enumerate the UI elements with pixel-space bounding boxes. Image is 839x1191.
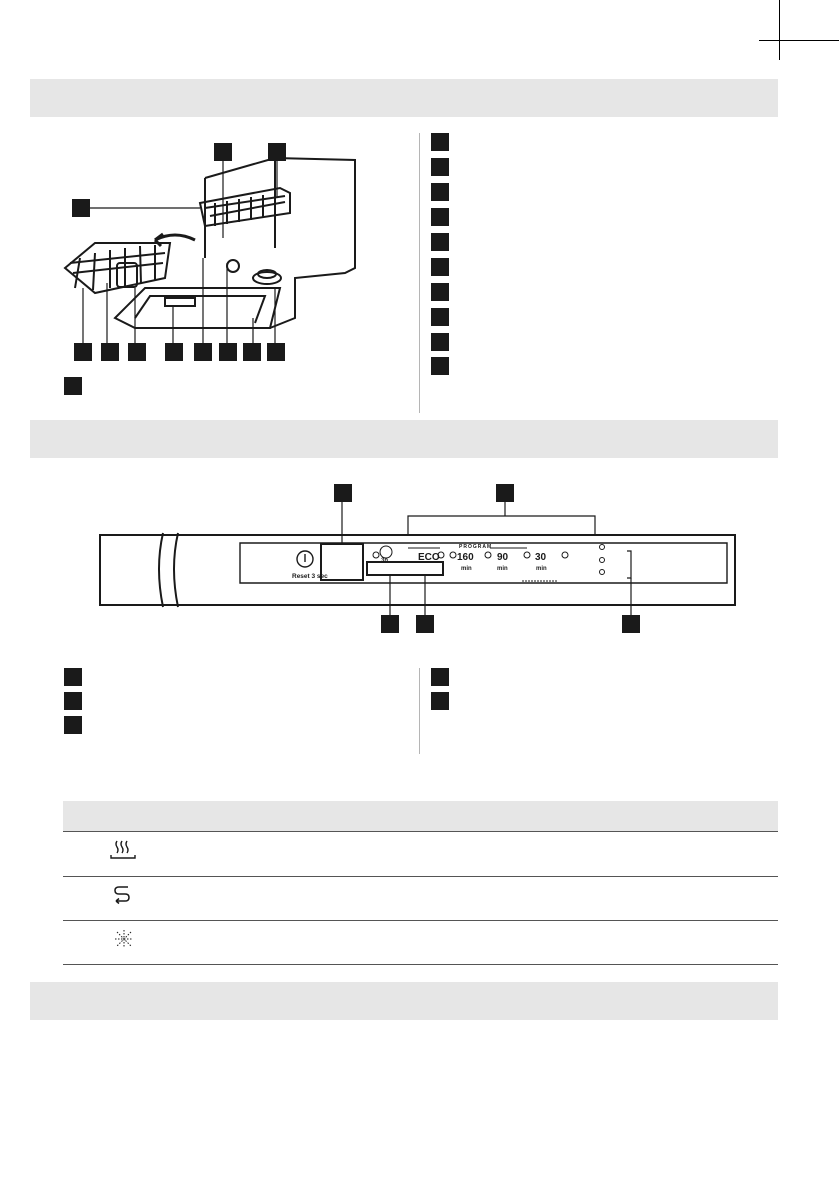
legend-badge: [431, 333, 449, 351]
callout-badge: [72, 199, 90, 217]
rinse-aid-icon: [112, 884, 136, 906]
column-divider: [419, 668, 420, 754]
section-header-bar-2: [30, 420, 778, 458]
callout-badge: [334, 484, 352, 502]
legend-badge: [431, 283, 449, 301]
crop-mark-horizontal: [759, 40, 839, 41]
program-160-label: 160: [457, 552, 474, 563]
program-90-label: 90: [497, 552, 509, 563]
indicator-table-header: [63, 801, 778, 832]
callout-badge: [194, 343, 212, 361]
timer-label: 3h: [381, 558, 389, 564]
callout-badge: [101, 343, 119, 361]
legend-badge: [431, 357, 449, 375]
table-row-divider: [63, 964, 778, 965]
column-divider: [419, 133, 420, 413]
program-160-unit: min: [461, 566, 472, 572]
legend-badge: [64, 692, 82, 710]
control-panel-drawing: [95, 478, 745, 638]
table-row-divider: [63, 920, 778, 921]
crop-mark-vertical: [779, 0, 780, 60]
legend-badge: [431, 183, 449, 201]
legend-badge: [64, 716, 82, 734]
callout-badge: [268, 143, 286, 161]
legend-badge: [431, 308, 449, 326]
eco-label: ECO: [418, 552, 440, 563]
callout-badge: [416, 615, 434, 633]
callout-badge: [622, 615, 640, 633]
control-panel-illustration: [95, 478, 745, 638]
drying-heat-icon: [108, 838, 138, 862]
program-30-label: 30: [535, 552, 547, 563]
callout-badge: [496, 484, 514, 502]
legend-badge: [431, 668, 449, 686]
program-30-unit: min: [536, 566, 547, 572]
program-90-unit: min: [497, 566, 508, 572]
callout-badge: [214, 143, 232, 161]
program-label: PROGRAM: [459, 544, 493, 550]
reset-label: Reset 3 sec: [292, 573, 328, 580]
legend-badge: [431, 133, 449, 151]
table-row-divider: [63, 876, 778, 877]
callout-badge: [165, 343, 183, 361]
legend-badge: [431, 692, 449, 710]
legend-badge: [431, 233, 449, 251]
callout-badge: [381, 615, 399, 633]
callout-badge: [243, 343, 261, 361]
legend-badge: [431, 158, 449, 176]
callout-badge: [267, 343, 285, 361]
callout-badge: [74, 343, 92, 361]
legend-badge: [431, 258, 449, 276]
callout-badge: [219, 343, 237, 361]
callout-badge: [64, 377, 82, 395]
callout-badge: [128, 343, 146, 361]
legend-badge: [64, 668, 82, 686]
legend-badge: [431, 208, 449, 226]
section-header-bar-3: [30, 982, 778, 1020]
section-header-bar-1: [30, 79, 778, 117]
salt-sparkle-icon: [112, 928, 136, 950]
